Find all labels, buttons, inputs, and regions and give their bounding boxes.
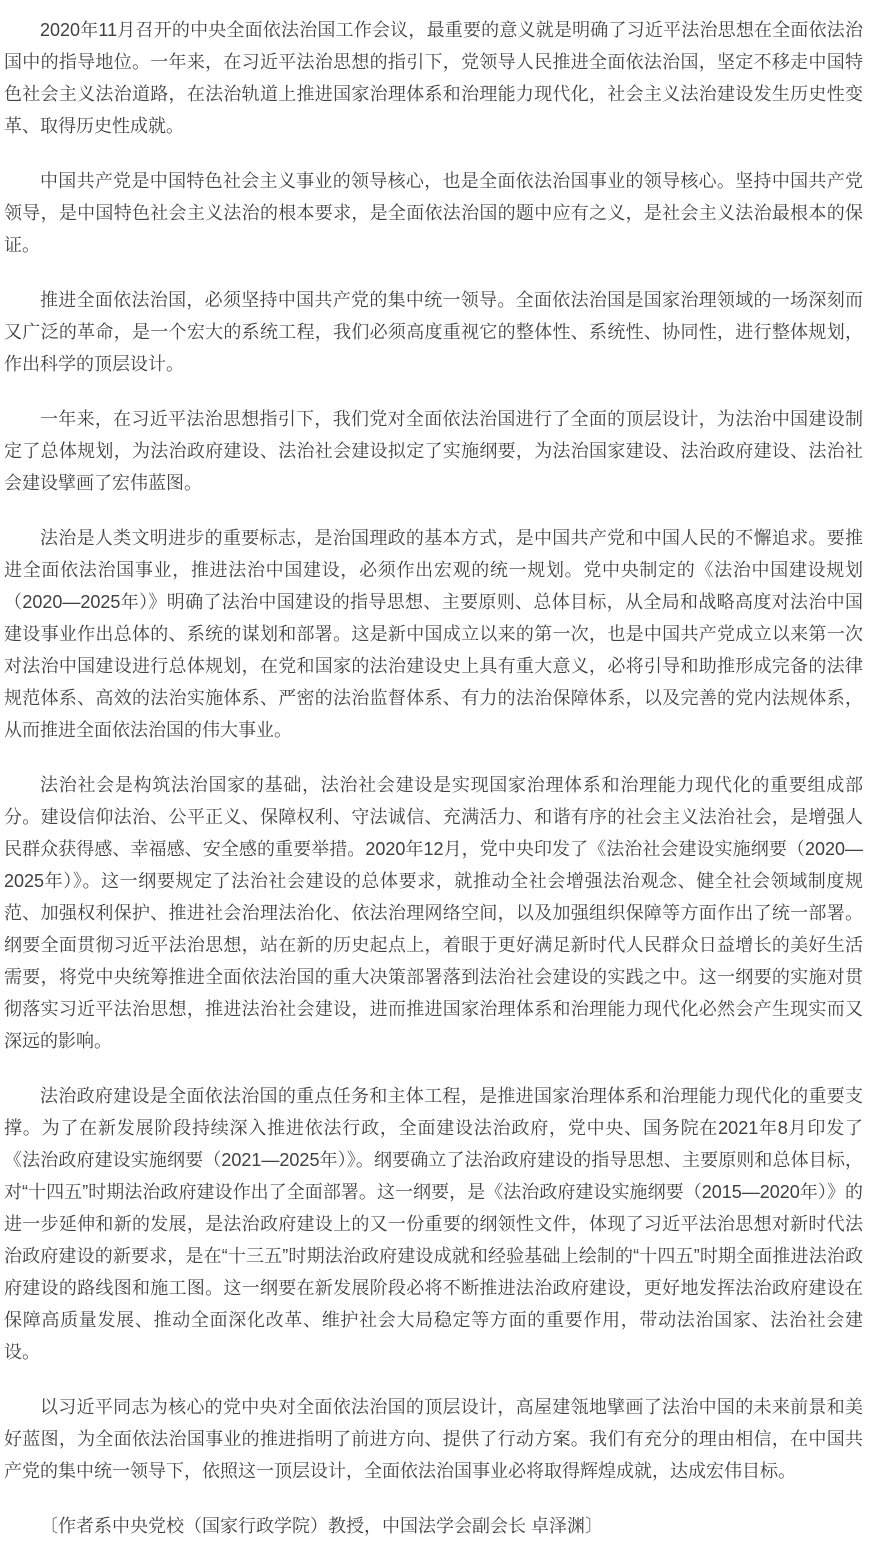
paragraph: 法治社会是构筑法治国家的基础，法治社会建设是实现国家治理体系和治理能力现代化的重要组成部分。建设信仰法治、公平正义、保障权利、守法诚信、充满活力、和谐有序的社会主义法治社会，是增强人民群众获得感、幸福感、安全感的重要举措。2020年12月，党中央印发了《法治社会建设实施纲要（2020—2025年）》。这一纲要规定了法治社会建设的总体要求，就推动全社会增强法治观念、健全社会领域制度规范、加强权利保护、推进社会治理法治化、依法治理网络空间，以及加强组织保障等方面作出了统一部署。纲要全面贯彻习近平法治思想，站在新的历史起点上，着眼于更好满足新时代人民群众日益增长的美好生活需要，将党中央统筹推进全面依法治国的重大决策部署落到法治社会建设的实践之中。这一纲要的实施对贯彻落实习近平法治思想，推进法治社会建设，进而推进国家治理体系和治理能力现代化必然会产生现实而又深远的影响。: [4, 775, 863, 1051]
paragraph: 一年来，在习近平法治思想指引下，我们党对全面依法治国进行了全面的顶层设计，为法治中国建设制定了总体规划，为法治政府建设、法治社会建设拟定了实施纲要，为法治国家建设、法治政府建设、法治社会建设擘画了宏伟蓝图。: [4, 409, 863, 493]
paragraph: 中国共产党是中国特色社会主义事业的领导核心，也是全面依法治国事业的领导核心。坚持中国共产党领导，是中国特色社会主义法治的根本要求，是全面依法治国的题中应有之义，是社会主义法治最根本的保证。: [4, 171, 863, 255]
paragraph: 推进全面依法治国，必须坚持中国共产党的集中统一领导。全面依法治国是国家治理领域的一场深刻而又广泛的革命，是一个宏大的系统工程，我们必须高度重视它的整体性、系统性、协同性，进行整体规划，作出科学的顶层设计。: [4, 290, 863, 374]
paragraph: 法治政府建设是全面依法治国的重点任务和主体工程，是推进国家治理体系和治理能力现代化的重要支撑。为了在新发展阶段持续深入推进依法行政，全面建设法治政府，党中央、国务院在2021年8月印发了《法治政府建设实施纲要（2021—2025年）》。纲要确立了法治政府建设的指导思想、主要原则和总体目标，对“十四五”时期法治政府建设作出了全面部署。这一纲要，是《法治政府建设实施纲要（2015—2020年）》的进一步延伸和新的发展，是法治政府建设上的又一份重要的纲领性文件，体现了习近平法治思想对新时代法治政府建设的新要求，是在“十三五”时期法治政府建设成就和经验基础上绘制的“十四五”时期全面推进法治政府建设的路线图和施工图。这一纲要在新发展阶段必将不断推进法治政府建设，更好地发挥法治政府建设在保障高质量发展、推动全面深化改革、维护社会大局稳定等方面的重要作用，带动法治国家、法治社会建设。: [4, 1086, 863, 1362]
paragraph: 法治是人类文明进步的重要标志，是治国理政的基本方式，是中国共产党和中国人民的不懈追求。要推进全面依法治国事业，推进法治中国建设，必须作出宏观的统一规划。党中央制定的《法治中国建设规划（2020—2025年）》明确了法治中国建设的指导思想、主要原则、总体目标，从全局和战略高度对法治中国建设事业作出总体的、系统的谋划和部署。这是新中国成立以来的第一次，也是中国共产党成立以来第一次对法治中国建设进行总体规划，在党和国家的法治建设史上具有重大意义，必将引导和助推形成完备的法律规范体系、高效的法治实施体系、严密的法治监督体系、有力的法治保障体系，以及完善的党内法规体系，从而推进全面依法治国的伟大事业。: [4, 528, 863, 740]
paragraph: 以习近平同志为核心的党中央对全面依法治国的顶层设计，高屋建瓴地擘画了法治中国的未来前景和美好蓝图，为全面依法治国事业的推进指明了前进方向、提供了行动方案。我们有充分的理由相信，在中国共产党的集中统一领导下，依照这一顶层设计，全面依法治国事业必将取得辉煌成就，达成宏伟目标。: [4, 1397, 863, 1481]
author-byline: 〔作者系中央党校（国家行政学院）教授，中国法学会副会长 卓泽渊〕: [40, 1516, 603, 1536]
paragraph: 2020年11月召开的中央全面依法治国工作会议，最重要的意义就是明确了习近平法治思想在全面依法治国中的指导地位。一年来，在习近平法治思想的指引下，党领导人民推进全面依法治国，坚定不移走中国特色社会主义法治道路，在法治轨道上推进国家治理体系和治理能力现代化，社会主义法治建设发生历史性变革、取得历史性成就。: [4, 20, 863, 136]
